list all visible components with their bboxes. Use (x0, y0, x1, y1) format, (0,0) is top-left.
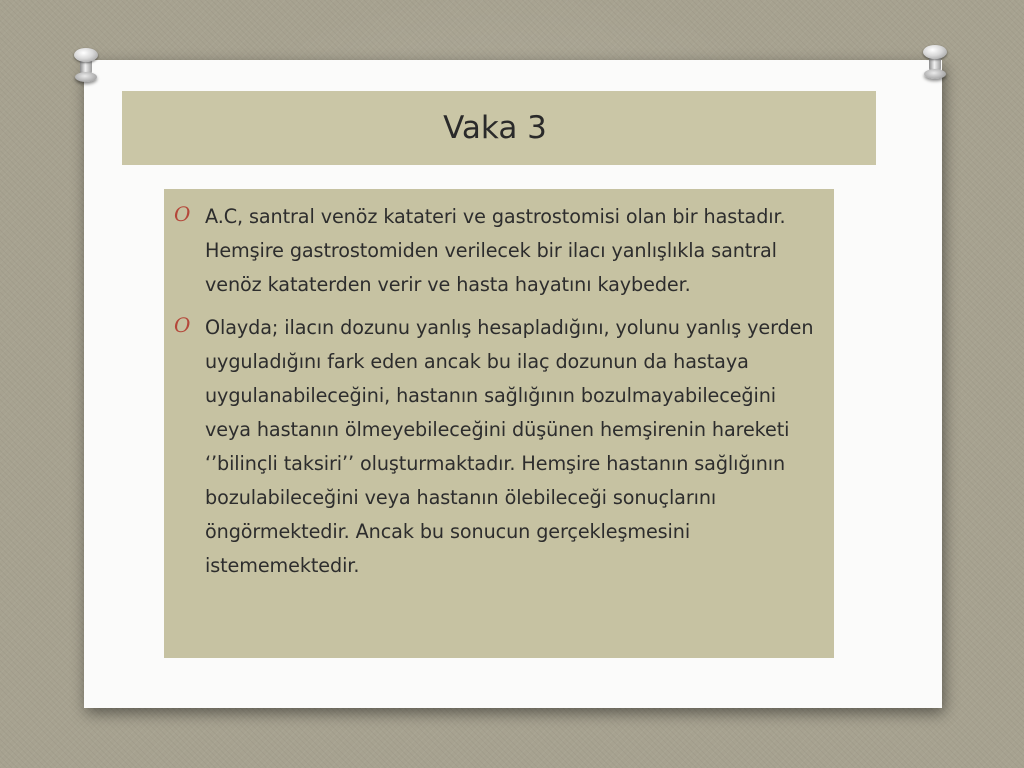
bullet-text: Olayda; ilacın dozunu yanlış hesapladığını, yolunu yanlış yerden uyguladığını fark eden ancak bu ilaç dozunun da hastaya uygulanabileceğini, hastanın sağlığının bozulmayabileceğini veya hastanın ölmeyebileceğini düşünen hemşirenin hareketi ‘’bilinçli taksiri’’ oluşturmaktadır. Hemşire hastanın sağlığının bozulabileceğini veya hastanın ölebileceği sonuçlarını öngörmektedir. Ancak bu sonucun gerçekleşmesini istememektedir. (205, 316, 814, 577)
push-pin-icon (922, 45, 948, 79)
bullet-item (174, 200, 816, 302)
bullet-list (174, 200, 816, 583)
bullet-marker-icon: O (174, 202, 191, 226)
bullet-item (174, 311, 816, 583)
push-pin-icon (73, 48, 99, 82)
bullet-marker-icon: O (174, 313, 191, 337)
title-bar (122, 91, 876, 165)
pin-cap (74, 48, 98, 62)
pin-base (75, 72, 97, 82)
slide-title: Vaka 3 (443, 110, 547, 146)
pin-cap (923, 45, 947, 59)
content-box (164, 189, 834, 658)
pin-base (924, 69, 946, 79)
bullet-text: A.C, santral venöz katateri ve gastrostomisi olan bir hastadır. Hemşire gastrostomiden verilecek bir ilacı yanlışlıkla santral venöz kataterden verir ve hasta hayatını kaybeder. (205, 205, 786, 296)
